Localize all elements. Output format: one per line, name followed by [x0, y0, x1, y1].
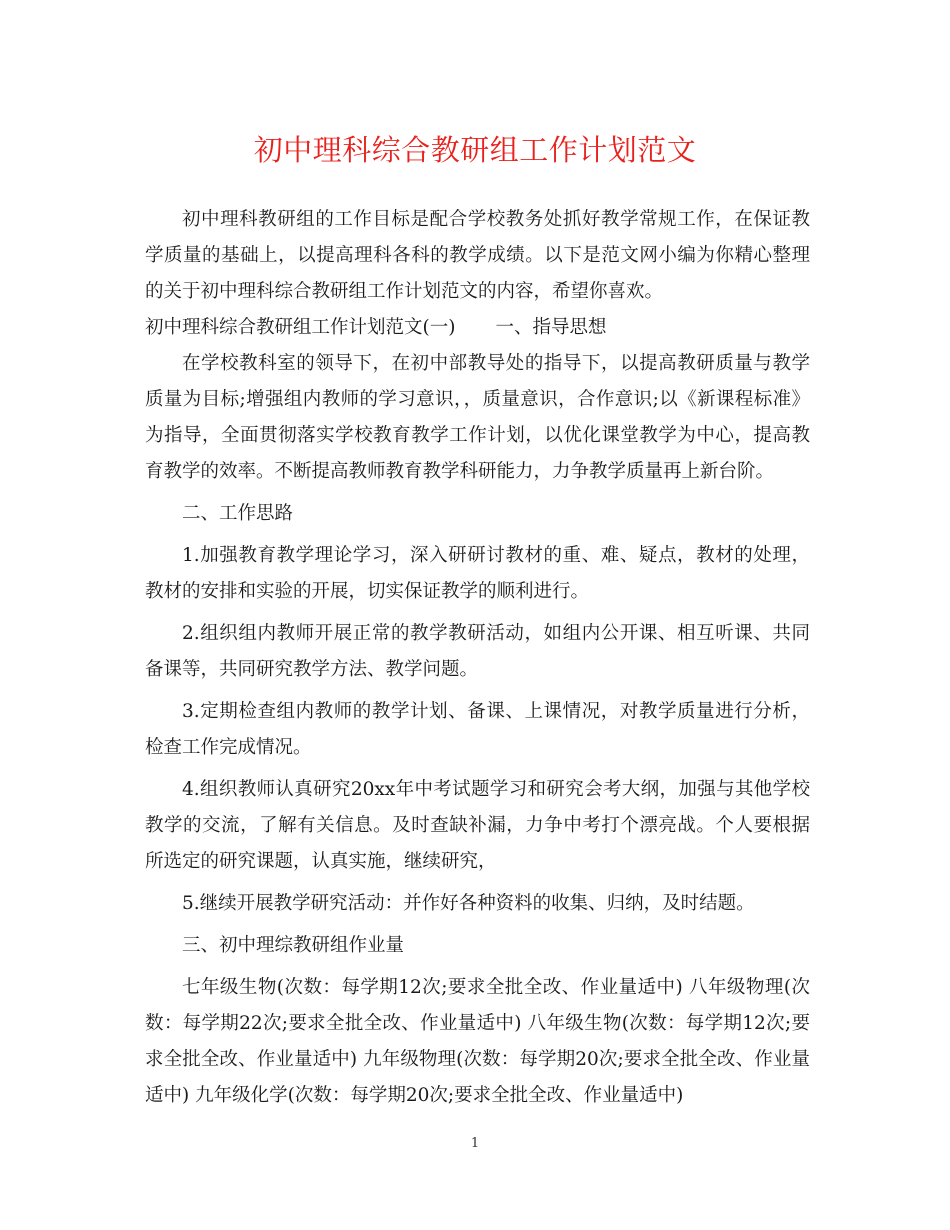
heading-guiding-ideology: 一、指导思想	[495, 317, 607, 338]
work-item-3: 3.定期检查组内教师的教学计划、备课、上课情况，对教学质量进行分析，检查工作完成情况。	[145, 701, 810, 758]
work-item-5: 5.继续开展教学研究活动：并作好各种资料的收集、归纳，及时结题。	[182, 893, 755, 914]
heading-homework-load: 三、初中理综教研组作业量	[182, 935, 405, 956]
work-item-4: 4.组织教师认真研究20xx年中考试题学习和研究会考大纲，加强与其他学校教学的交流，了解有关信息。及时查缺补漏，力争中考打个漂亮战。个人要根据所选定的研究课题，认真实施，继续研究，	[145, 779, 810, 872]
heading-work-ideas: 二、工作思路	[182, 503, 294, 524]
document-body	[145, 202, 810, 1120]
section-title-row	[145, 310, 810, 346]
guiding-ideology-paragraph: 在学校教科室的领导下，在初中部教导处的指导下，以提高教研质量与教学质量为目标;增强组内教师的学习意识，，质量意识，合作意识;以《新课程标准》为指导，全面贯彻落实学校教育教学工作计划，以优化课堂教学为中心，提高教育教学的效率。不断提高教师教育教学科研能力，力争教学质量再上新台阶。	[145, 353, 810, 482]
work-item-1: 1.加强教育教学理论学习，深入研研讨教材的重、难、疑点，教材的处理，教材的安排和实验的开展，切实保证教学的顺利进行。	[145, 545, 810, 602]
page-number: 1	[470, 1136, 480, 1151]
intro-paragraph: 初中理科教研组的工作目标是配合学校教务处抓好教学常规工作，在保证教学质量的基础上，以提高理科各科的教学成绩。以下是范文网小编为你精心整理的关于初中理科综合教研组工作计划范文的内容，希望你喜欢。	[145, 209, 810, 302]
work-item-2: 2.组织组内教师开展正常的教学教研活动，如组内公开课、相互听课、共同备课等，共同研究教学方法、教学问题。	[145, 623, 810, 680]
document-title: 初中理科综合教研组工作计划范文	[253, 133, 697, 167]
homework-load-paragraph: 七年级生物(次数：每学期12次;要求全批全改、作业量适中) 八年级物理(次数：每学期22次;要求全批全改、作业量适中) 八年级生物(次数：每学期12次;要求全批全改、作业量适中) 九年级物理(次数：每学期20次;要求全批全改、作业量适中) 九年级化学(次数：每学期20次;要求全批全改、作业量适中)	[145, 977, 810, 1106]
section-title: 初中理科综合教研组工作计划范文(一)	[145, 317, 456, 338]
